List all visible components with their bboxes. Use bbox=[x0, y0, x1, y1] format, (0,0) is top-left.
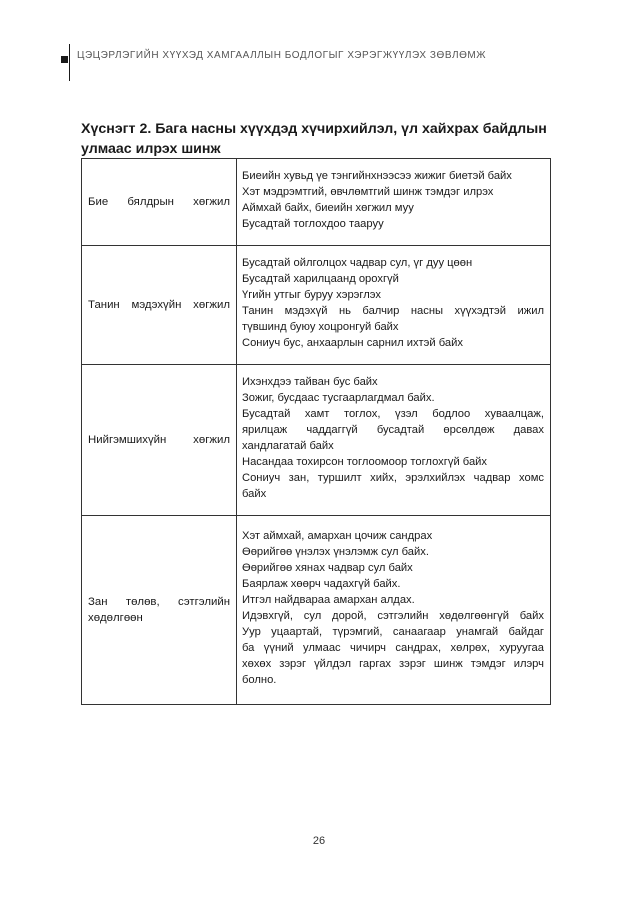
content-line: Ихэнхдээ тайван бус байх bbox=[242, 376, 378, 388]
signs-table bbox=[81, 158, 551, 705]
content-line: Бусадтай хамт тоглох, үзэл бодлоо хуваалцаж, bbox=[242, 408, 544, 420]
row-label: Танин мэдэхүйн хөгжил bbox=[82, 246, 237, 365]
content-line: байх bbox=[242, 488, 267, 500]
content-line: Үгийн утгыг буруу хэрэглэх bbox=[242, 289, 381, 301]
content-line: болно. bbox=[242, 674, 277, 686]
content-line: Бусадтай харилцаанд орохгүй bbox=[242, 273, 399, 285]
content-line: Бусадтай тоглохдоо тааруу bbox=[242, 218, 384, 230]
header-divider bbox=[69, 44, 70, 81]
table-row bbox=[82, 246, 551, 365]
table-title: Хүснэгт 2. Бага насны хүүхдэд хүчирхийлэл, үл хайхрах байдлын улмаас илрэх шинж bbox=[81, 121, 547, 157]
content-line: хөхөх зэрэг үйлдэл гаргах зэрэг шинж тэмдэг илэрч bbox=[242, 658, 544, 670]
content-line: хандлагатай байх bbox=[242, 440, 334, 452]
content-line: ярилцаж чаддаггүй бусадтай өрсөлдөж давах bbox=[242, 424, 544, 436]
page-number: 26 bbox=[312, 835, 326, 847]
content-line: Хэт аймхай, амархан цочиж сандрах bbox=[242, 530, 433, 542]
content-line: Хэт мэдрэмтгий, өвчлөмтгий шинж тэмдэг илрэх bbox=[242, 186, 494, 198]
row-label: Зан төлөв, сэтгэлийн хөдөлгөөн bbox=[82, 516, 237, 705]
content-line: Бусадтай ойлголцох чадвар сул, үг дуу цөөн bbox=[242, 257, 473, 269]
content-line: Аймхай байх, биеийн хөгжил муу bbox=[242, 202, 414, 214]
row-label: Бие бялдрын хөгжил bbox=[82, 159, 237, 246]
content-line: Итгэл найдвараа амархан алдах. bbox=[242, 594, 415, 606]
row-content bbox=[237, 516, 551, 705]
row-content bbox=[237, 159, 551, 246]
content-line: Зожиг, бусдаас тусгаарлагдмал байх. bbox=[242, 392, 435, 404]
running-header: ЦЭЦЭРЛЭГИЙН ХҮҮХЭД ХАМГААЛЛЫН БОДЛОГЫГ ХЭРЭГЖҮҮЛЭХ ЗӨВЛӨМЖ bbox=[77, 50, 487, 61]
content-line: Өөрийгөө хянах чадвар сул байх bbox=[242, 562, 413, 574]
content-line: Сониуч бус, анхаарлын сарнил ихтэй байх bbox=[242, 337, 463, 349]
row-content bbox=[237, 365, 551, 516]
content-line: түвшинд буюу хоцронгуй байх bbox=[242, 321, 399, 333]
header-marker bbox=[61, 56, 68, 63]
content-line: Биеийн хувьд үе тэнгийнхнээсээ жижиг биетэй байх bbox=[242, 170, 512, 182]
content-line: Баярлаж хөөрч чадахгүй байх. bbox=[242, 578, 401, 590]
content-line: Сониуч зан, туршилт хийх, эрэлхийлэх чадвар хомс bbox=[242, 472, 544, 484]
content-line: ба үүний улмаас чичирч сандрах, хөлрөх, хуруугаа bbox=[242, 642, 544, 654]
content-line: Уур уцаартай, түрэмгий, санаагаар унамгай байдаг bbox=[242, 626, 544, 638]
content-line: Өөрийгөө үнэлэх үнэлэмж сул байх. bbox=[242, 546, 429, 558]
row-label: Нийгэмшихүйн хөгжил bbox=[82, 365, 237, 516]
table-row bbox=[82, 516, 551, 705]
row-content bbox=[237, 246, 551, 365]
table-row bbox=[82, 365, 551, 516]
content-line: Танин мэдэхүй нь балчир насны хүүхэдтэй ижил bbox=[242, 305, 544, 317]
content-line: Идэвхгүй, сул дорой, сэтгэлийн хөдөлгөөнгүй байх bbox=[242, 610, 544, 622]
content-line: Насандаа тохирсон тоглоомоор тоглохгүй байх bbox=[242, 456, 488, 468]
table-row bbox=[82, 159, 551, 246]
